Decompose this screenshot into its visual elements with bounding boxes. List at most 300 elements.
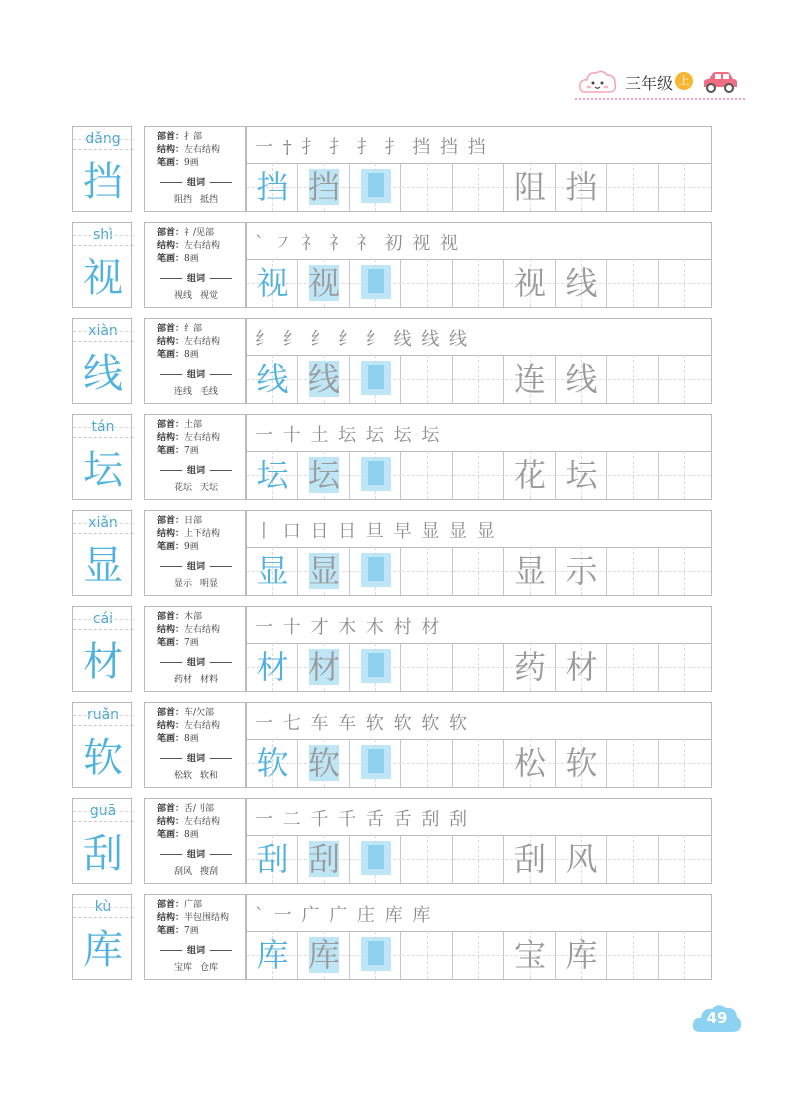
structure-value: 左右结构 — [184, 337, 221, 347]
practice-area — [246, 702, 712, 788]
writing-cell[interactable] — [505, 835, 556, 883]
stroke-order-strip — [247, 319, 711, 356]
stroke-order-strip — [247, 703, 711, 740]
writing-cell[interactable] — [505, 355, 556, 403]
writing-cell[interactable] — [556, 547, 607, 595]
structure-label: 结构： — [157, 529, 185, 539]
structure-line — [157, 336, 220, 348]
writing-cell[interactable] — [247, 163, 298, 211]
pinyin-guide-line — [73, 715, 133, 716]
stroke-order: 一 二 千 千 舌 舌 刮 刮 — [255, 809, 470, 830]
writing-cell[interactable] — [659, 835, 710, 883]
radical-label: 部首： — [157, 228, 185, 238]
strokes-line — [157, 829, 199, 841]
writing-cell[interactable] — [505, 643, 556, 691]
main-character: 挡 — [83, 159, 123, 205]
pinyin-guide-line — [73, 235, 133, 236]
stroke-block — [361, 649, 391, 683]
structure-line — [157, 912, 229, 924]
stroke-order-strip — [247, 415, 711, 452]
writing-cell[interactable] — [402, 259, 453, 307]
writing-cell[interactable] — [556, 259, 607, 307]
radical-line — [157, 803, 214, 815]
words-title: 组词 — [145, 561, 247, 573]
writing-cell[interactable] — [505, 739, 556, 787]
radical-value: 日部 — [184, 516, 203, 526]
trace-character: 显 — [307, 552, 340, 590]
character-info — [144, 414, 246, 500]
example-character: 显 — [256, 552, 289, 590]
radical-value: 纟部 — [184, 324, 203, 334]
word-item: 显示 — [173, 579, 192, 589]
writing-cell[interactable] — [608, 259, 659, 307]
writing-cell[interactable] — [659, 451, 710, 499]
words-title: 组词 — [145, 753, 247, 765]
practice-word-char: 挡 — [565, 168, 598, 206]
example-character: 坛 — [256, 456, 289, 494]
words-title: 组词 — [145, 849, 247, 861]
word-list — [145, 674, 247, 686]
writing-cell[interactable] — [299, 163, 350, 211]
writing-cell[interactable] — [299, 451, 350, 499]
trace-character: 视 — [307, 264, 340, 302]
strokes-value: 9画 — [184, 158, 199, 168]
page-number-badge — [692, 1000, 742, 1036]
character-info — [144, 126, 246, 212]
character-info — [144, 894, 246, 980]
pinyin: shì — [73, 225, 133, 246]
radical-line — [157, 419, 202, 431]
radical-line — [157, 323, 202, 335]
writing-cell[interactable] — [505, 163, 556, 211]
strokes-label: 笔画： — [157, 542, 185, 552]
writing-cell[interactable] — [247, 355, 298, 403]
writing-cell[interactable] — [505, 451, 556, 499]
example-character: 材 — [256, 648, 289, 686]
writing-cell[interactable] — [659, 643, 710, 691]
strokes-value: 9画 — [184, 542, 199, 552]
stroke-order-strip — [247, 511, 711, 548]
stroke-block — [361, 265, 391, 299]
stroke-order: ` ㇇ 礻 礻 礻 初 视 视 — [255, 233, 461, 254]
writing-cell[interactable] — [608, 931, 659, 979]
word-item: 抵挡 — [200, 195, 219, 205]
practice-word-char: 药 — [513, 648, 546, 686]
strokes-label: 笔画： — [157, 158, 185, 168]
writing-cell[interactable] — [659, 259, 710, 307]
stroke-block — [361, 361, 391, 395]
writing-cell[interactable] — [350, 163, 401, 211]
word-list — [145, 290, 247, 302]
structure-label: 结构： — [157, 913, 185, 923]
writing-cell[interactable] — [247, 547, 298, 595]
practice-area — [246, 606, 712, 692]
word-item: 搜刮 — [200, 867, 219, 877]
radical-label: 部首： — [157, 324, 185, 334]
character-box — [72, 606, 132, 692]
radical-value: 舌/刂部 — [184, 804, 215, 814]
example-character: 库 — [256, 936, 289, 974]
page-number: 49 — [706, 1009, 728, 1027]
practice-word-char: 视 — [513, 264, 546, 302]
writing-cell[interactable] — [608, 547, 659, 595]
writing-cell[interactable] — [299, 355, 350, 403]
writing-cell[interactable] — [350, 547, 401, 595]
structure-value: 上下结构 — [184, 529, 221, 539]
writing-cell[interactable] — [608, 643, 659, 691]
pinyin-guide-line — [73, 811, 133, 812]
words-title: 组词 — [145, 177, 247, 189]
strokes-line — [157, 925, 199, 937]
strokes-label: 笔画： — [157, 350, 185, 360]
practice-area — [246, 798, 712, 884]
practice-word-char: 宝 — [513, 936, 546, 974]
stroke-order: 纟 纟 纟 纟 纟 线 线 线 — [255, 329, 470, 350]
writing-cell[interactable] — [402, 355, 453, 403]
strokes-value: 7画 — [184, 638, 199, 648]
practice-word-char: 连 — [513, 360, 546, 398]
character-info — [144, 798, 246, 884]
pinyin: xiǎn — [73, 513, 133, 534]
character-info — [144, 318, 246, 404]
writing-cell[interactable] — [299, 739, 350, 787]
writing-grid — [247, 931, 711, 979]
main-character: 显 — [83, 543, 123, 589]
writing-cell[interactable] — [402, 163, 453, 211]
practice-word-char: 线 — [565, 360, 598, 398]
writing-cell[interactable] — [608, 451, 659, 499]
writing-grid — [247, 451, 711, 499]
example-character: 视 — [256, 264, 289, 302]
stroke-block — [361, 745, 391, 779]
words-title: 组词 — [145, 465, 247, 477]
writing-cell[interactable] — [350, 931, 401, 979]
character-row — [72, 798, 712, 884]
word-item: 刮风 — [173, 867, 192, 877]
writing-cell[interactable] — [659, 355, 710, 403]
structure-line — [157, 624, 220, 636]
radical-line — [157, 611, 202, 623]
structure-label: 结构： — [157, 625, 185, 635]
pinyin-guide-line — [73, 331, 133, 332]
stroke-order: 一 † 扌 扌 扌 扌 挡 挡 挡 — [255, 137, 488, 158]
writing-cell[interactable] — [247, 643, 298, 691]
stroke-block — [361, 841, 391, 875]
strokes-label: 笔画： — [157, 830, 185, 840]
car-icon — [701, 70, 739, 94]
practice-word-char: 刮 — [513, 840, 546, 878]
radical-value: 木部 — [184, 612, 203, 622]
practice-area — [246, 414, 712, 500]
writing-cell[interactable] — [556, 355, 607, 403]
writing-cell[interactable] — [453, 259, 504, 307]
structure-label: 结构： — [157, 817, 185, 827]
term-badge: 上 — [675, 72, 693, 90]
example-character: 挡 — [256, 168, 289, 206]
character-row — [72, 510, 712, 596]
pinyin-guide-line — [73, 907, 133, 908]
writing-cell[interactable] — [453, 643, 504, 691]
writing-cell[interactable] — [453, 739, 504, 787]
writing-cell[interactable] — [453, 163, 504, 211]
word-list — [145, 770, 247, 782]
practice-area — [246, 126, 712, 212]
example-character: 刮 — [256, 840, 289, 878]
strokes-label: 笔画： — [157, 926, 185, 936]
writing-cell[interactable] — [350, 355, 401, 403]
pinyin: kù — [73, 897, 133, 918]
writing-cell[interactable] — [453, 547, 504, 595]
stroke-block — [361, 169, 391, 203]
strokes-line — [157, 733, 199, 745]
word-item: 连线 — [173, 387, 192, 397]
writing-grid — [247, 163, 711, 211]
radical-line — [157, 899, 202, 911]
writing-cell[interactable] — [299, 835, 350, 883]
word-list — [145, 194, 247, 206]
stroke-block — [361, 937, 391, 971]
main-character: 库 — [83, 927, 123, 973]
radical-label: 部首： — [157, 132, 185, 142]
stroke-order-strip — [247, 799, 711, 836]
radical-label: 部首： — [157, 516, 185, 526]
word-item: 天坛 — [200, 483, 219, 493]
writing-cell[interactable] — [350, 643, 401, 691]
radical-value: 礻/见部 — [184, 228, 215, 238]
main-character: 坛 — [83, 447, 123, 493]
practice-word-char: 材 — [565, 648, 598, 686]
writing-cell[interactable] — [556, 931, 607, 979]
writing-cell[interactable] — [402, 451, 453, 499]
main-character: 材 — [83, 639, 123, 685]
character-row — [72, 606, 712, 692]
character-info — [144, 606, 246, 692]
writing-cell[interactable] — [299, 931, 350, 979]
writing-cell[interactable] — [299, 259, 350, 307]
structure-value: 左右结构 — [184, 721, 221, 731]
radical-value: 扌部 — [184, 132, 203, 142]
practice-area — [246, 510, 712, 596]
main-character: 视 — [83, 255, 123, 301]
writing-cell[interactable] — [453, 931, 504, 979]
writing-cell[interactable] — [659, 163, 710, 211]
practice-area — [246, 318, 712, 404]
character-row — [72, 894, 712, 980]
writing-cell[interactable] — [556, 643, 607, 691]
character-row — [72, 222, 712, 308]
stroke-order: 一 七 车 车 软 软 软 软 — [255, 713, 470, 734]
character-row — [72, 702, 712, 788]
practice-word-char: 阻 — [513, 168, 546, 206]
grade-title: 三年级 — [625, 74, 674, 93]
word-item: 阻挡 — [173, 195, 192, 205]
writing-cell[interactable] — [608, 739, 659, 787]
trace-character: 库 — [307, 936, 340, 974]
strokes-value: 8画 — [184, 254, 199, 264]
strokes-label: 笔画： — [157, 638, 185, 648]
character-box — [72, 894, 132, 980]
writing-cell[interactable] — [659, 547, 710, 595]
practice-area — [246, 222, 712, 308]
pinyin: tán — [73, 417, 133, 438]
structure-line — [157, 144, 220, 156]
example-character: 软 — [256, 744, 289, 782]
writing-cell[interactable] — [299, 547, 350, 595]
writing-cell[interactable] — [350, 835, 401, 883]
character-row — [72, 126, 712, 212]
word-list — [145, 866, 247, 878]
stroke-order: 一 十 才 木 木 村 材 — [255, 617, 442, 638]
words-title: 组词 — [145, 657, 247, 669]
character-box — [72, 318, 132, 404]
structure-line — [157, 816, 220, 828]
writing-cell[interactable] — [350, 259, 401, 307]
writing-cell[interactable] — [556, 835, 607, 883]
strokes-value: 7画 — [184, 446, 199, 456]
trace-character: 坛 — [307, 456, 340, 494]
practice-word-char: 库 — [565, 936, 598, 974]
writing-cell[interactable] — [247, 835, 298, 883]
radical-label: 部首： — [157, 420, 185, 430]
word-item: 视线 — [173, 291, 192, 301]
strokes-line — [157, 637, 199, 649]
writing-grid — [247, 643, 711, 691]
radical-value: 广部 — [184, 900, 203, 910]
radical-line — [157, 131, 202, 143]
writing-cell[interactable] — [402, 931, 453, 979]
writing-cell[interactable] — [505, 259, 556, 307]
radical-value: 车/欠部 — [184, 708, 215, 718]
stroke-block — [361, 553, 391, 587]
writing-cell[interactable] — [505, 547, 556, 595]
writing-cell[interactable] — [453, 835, 504, 883]
word-item: 软和 — [200, 771, 219, 781]
writing-cell[interactable] — [556, 451, 607, 499]
writing-grid — [247, 739, 711, 787]
stroke-order: ` 一 广 广 庄 库 库 — [255, 905, 433, 926]
radical-line — [157, 227, 214, 239]
character-box — [72, 414, 132, 500]
character-row — [72, 318, 712, 404]
practice-word-char: 坛 — [565, 456, 598, 494]
trace-character: 挡 — [307, 168, 340, 206]
word-item: 松软 — [173, 771, 192, 781]
trace-character: 线 — [307, 360, 340, 398]
radical-label: 部首： — [157, 708, 185, 718]
word-list — [145, 482, 247, 494]
word-item: 宝库 — [173, 963, 192, 973]
main-character: 线 — [83, 351, 123, 397]
main-character: 刮 — [83, 831, 123, 877]
writing-cell[interactable] — [453, 355, 504, 403]
pinyin-guide-line — [73, 427, 133, 428]
word-item: 仓库 — [200, 963, 219, 973]
writing-cell[interactable] — [402, 547, 453, 595]
pinyin-guide-line — [73, 619, 133, 620]
writing-grid — [247, 835, 711, 883]
writing-cell[interactable] — [247, 931, 298, 979]
writing-cell[interactable] — [608, 355, 659, 403]
pinyin: ruǎn — [73, 705, 133, 726]
structure-label: 结构： — [157, 145, 185, 155]
writing-cell[interactable] — [402, 739, 453, 787]
strokes-value: 8画 — [184, 350, 199, 360]
writing-cell[interactable] — [505, 931, 556, 979]
writing-cell[interactable] — [453, 451, 504, 499]
writing-cell[interactable] — [299, 643, 350, 691]
writing-grid — [247, 355, 711, 403]
writing-cell[interactable] — [247, 451, 298, 499]
writing-cell[interactable] — [247, 259, 298, 307]
strokes-value: 8画 — [184, 734, 199, 744]
stroke-order-strip — [247, 223, 711, 260]
pinyin: guā — [73, 801, 133, 822]
pinyin-guide-line — [73, 139, 133, 140]
writing-grid — [247, 547, 711, 595]
structure-value: 左右结构 — [184, 145, 221, 155]
character-box — [72, 798, 132, 884]
writing-cell[interactable] — [556, 163, 607, 211]
practice-word-char: 松 — [513, 744, 546, 782]
strokes-line — [157, 253, 199, 265]
stroke-order-strip — [247, 127, 711, 164]
writing-cell[interactable] — [556, 739, 607, 787]
strokes-line — [157, 445, 199, 457]
character-row — [72, 414, 712, 500]
pinyin: dǎng — [73, 129, 133, 150]
word-item: 花坛 — [173, 483, 192, 493]
trace-character: 材 — [307, 648, 340, 686]
header-divider — [575, 98, 745, 100]
writing-cell[interactable] — [247, 739, 298, 787]
structure-line — [157, 528, 220, 540]
pinyin: xiàn — [73, 321, 133, 342]
structure-line — [157, 720, 220, 732]
writing-grid — [247, 259, 711, 307]
writing-cell[interactable] — [659, 739, 710, 787]
word-item: 材料 — [200, 675, 219, 685]
writing-cell[interactable] — [608, 163, 659, 211]
stroke-order: 丨 口 日 日 旦 早 显 显 显 — [255, 521, 497, 542]
character-box — [72, 702, 132, 788]
pinyin: cái — [73, 609, 133, 630]
writing-cell[interactable] — [350, 451, 401, 499]
radical-line — [157, 515, 202, 527]
writing-cell[interactable] — [350, 739, 401, 787]
character-box — [72, 222, 132, 308]
strokes-label: 笔画： — [157, 446, 185, 456]
strokes-line — [157, 157, 199, 169]
trace-character: 软 — [307, 744, 340, 782]
structure-label: 结构： — [157, 721, 185, 731]
writing-cell[interactable] — [402, 643, 453, 691]
structure-line — [157, 432, 220, 444]
character-box — [72, 510, 132, 596]
strokes-value: 7画 — [184, 926, 199, 936]
character-info — [144, 222, 246, 308]
stroke-order-strip — [247, 895, 711, 932]
writing-cell[interactable] — [659, 931, 710, 979]
writing-cell[interactable] — [608, 835, 659, 883]
practice-word-char: 线 — [565, 264, 598, 302]
structure-label: 结构： — [157, 337, 185, 347]
word-item: 药材 — [173, 675, 192, 685]
word-list — [145, 578, 247, 590]
trace-character: 刮 — [307, 840, 340, 878]
writing-cell[interactable] — [402, 835, 453, 883]
radical-label: 部首： — [157, 804, 185, 814]
words-title: 组词 — [145, 273, 247, 285]
